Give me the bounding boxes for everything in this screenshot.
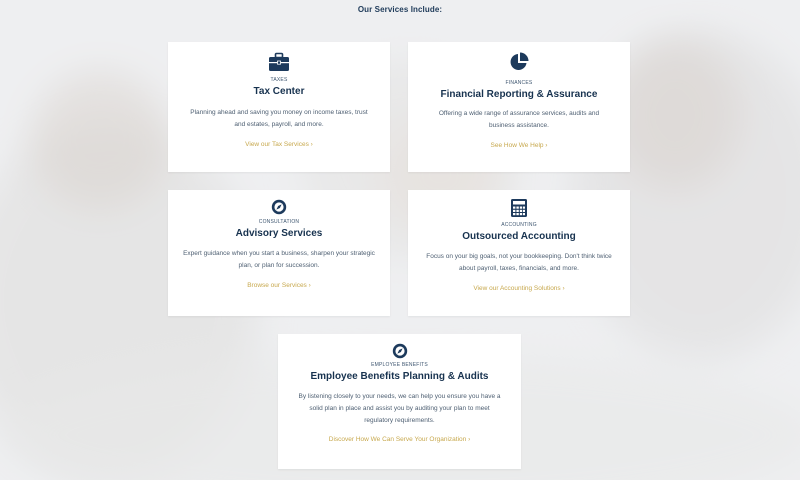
browse-services-link[interactable]: Browse our Services ›	[247, 282, 311, 289]
compass-icon	[271, 199, 287, 215]
discover-how-we-serve-link[interactable]: Discover How We Can Serve Your Organization ›	[328, 436, 471, 443]
pie-chart-icon	[509, 52, 529, 72]
card-category: ACCOUNTING	[501, 222, 537, 228]
card-title: Tax Center	[253, 86, 305, 97]
see-how-we-help-link[interactable]: See How We Help ›	[490, 142, 548, 149]
card-title: Advisory Services	[235, 228, 323, 239]
service-card-advisory	[168, 190, 390, 316]
card-title: Outsourced Accounting	[462, 231, 576, 242]
service-card-employee-benefits	[278, 334, 521, 469]
calculator-icon	[510, 198, 528, 218]
section-heading: Our Services Include:	[357, 5, 443, 14]
compass-icon	[392, 343, 408, 359]
card-description: Offering a wide range of assurance services, audits and business assistance.	[438, 110, 600, 129]
card-category: CONSULTATION	[258, 219, 300, 225]
card-title: Financial Reporting & Assurance	[440, 89, 598, 100]
view-accounting-solutions-link[interactable]: View our Accounting Solutions ›	[473, 285, 565, 292]
card-description: By listening closely to your needs, we can help you ensure you have a solid plan in place and assist you by auditing your plan to meet regulatory requirements.	[298, 393, 501, 424]
card-description: Focus on your big goals, not your bookkeeping. Don't think twice about payroll, taxes, financials, and more.	[426, 253, 612, 272]
card-title: Employee Benefits Planning & Audits	[310, 371, 489, 382]
card-category: FINANCES	[505, 80, 533, 86]
service-card-finances	[408, 42, 630, 172]
card-description: Expert guidance when you start a business, sharpen your strategic plan, or plan for succession.	[183, 250, 375, 269]
card-description: Planning ahead and saving you money on income taxes, trust and estates, payroll, and more.	[190, 109, 368, 128]
view-tax-services-link[interactable]: View our Tax Services ›	[245, 141, 313, 148]
card-category: EMPLOYEE BENEFITS	[371, 362, 428, 368]
service-card-tax	[168, 42, 390, 172]
briefcase-icon	[268, 52, 290, 72]
card-category: TAXES	[270, 77, 288, 83]
service-card-accounting	[408, 190, 630, 316]
